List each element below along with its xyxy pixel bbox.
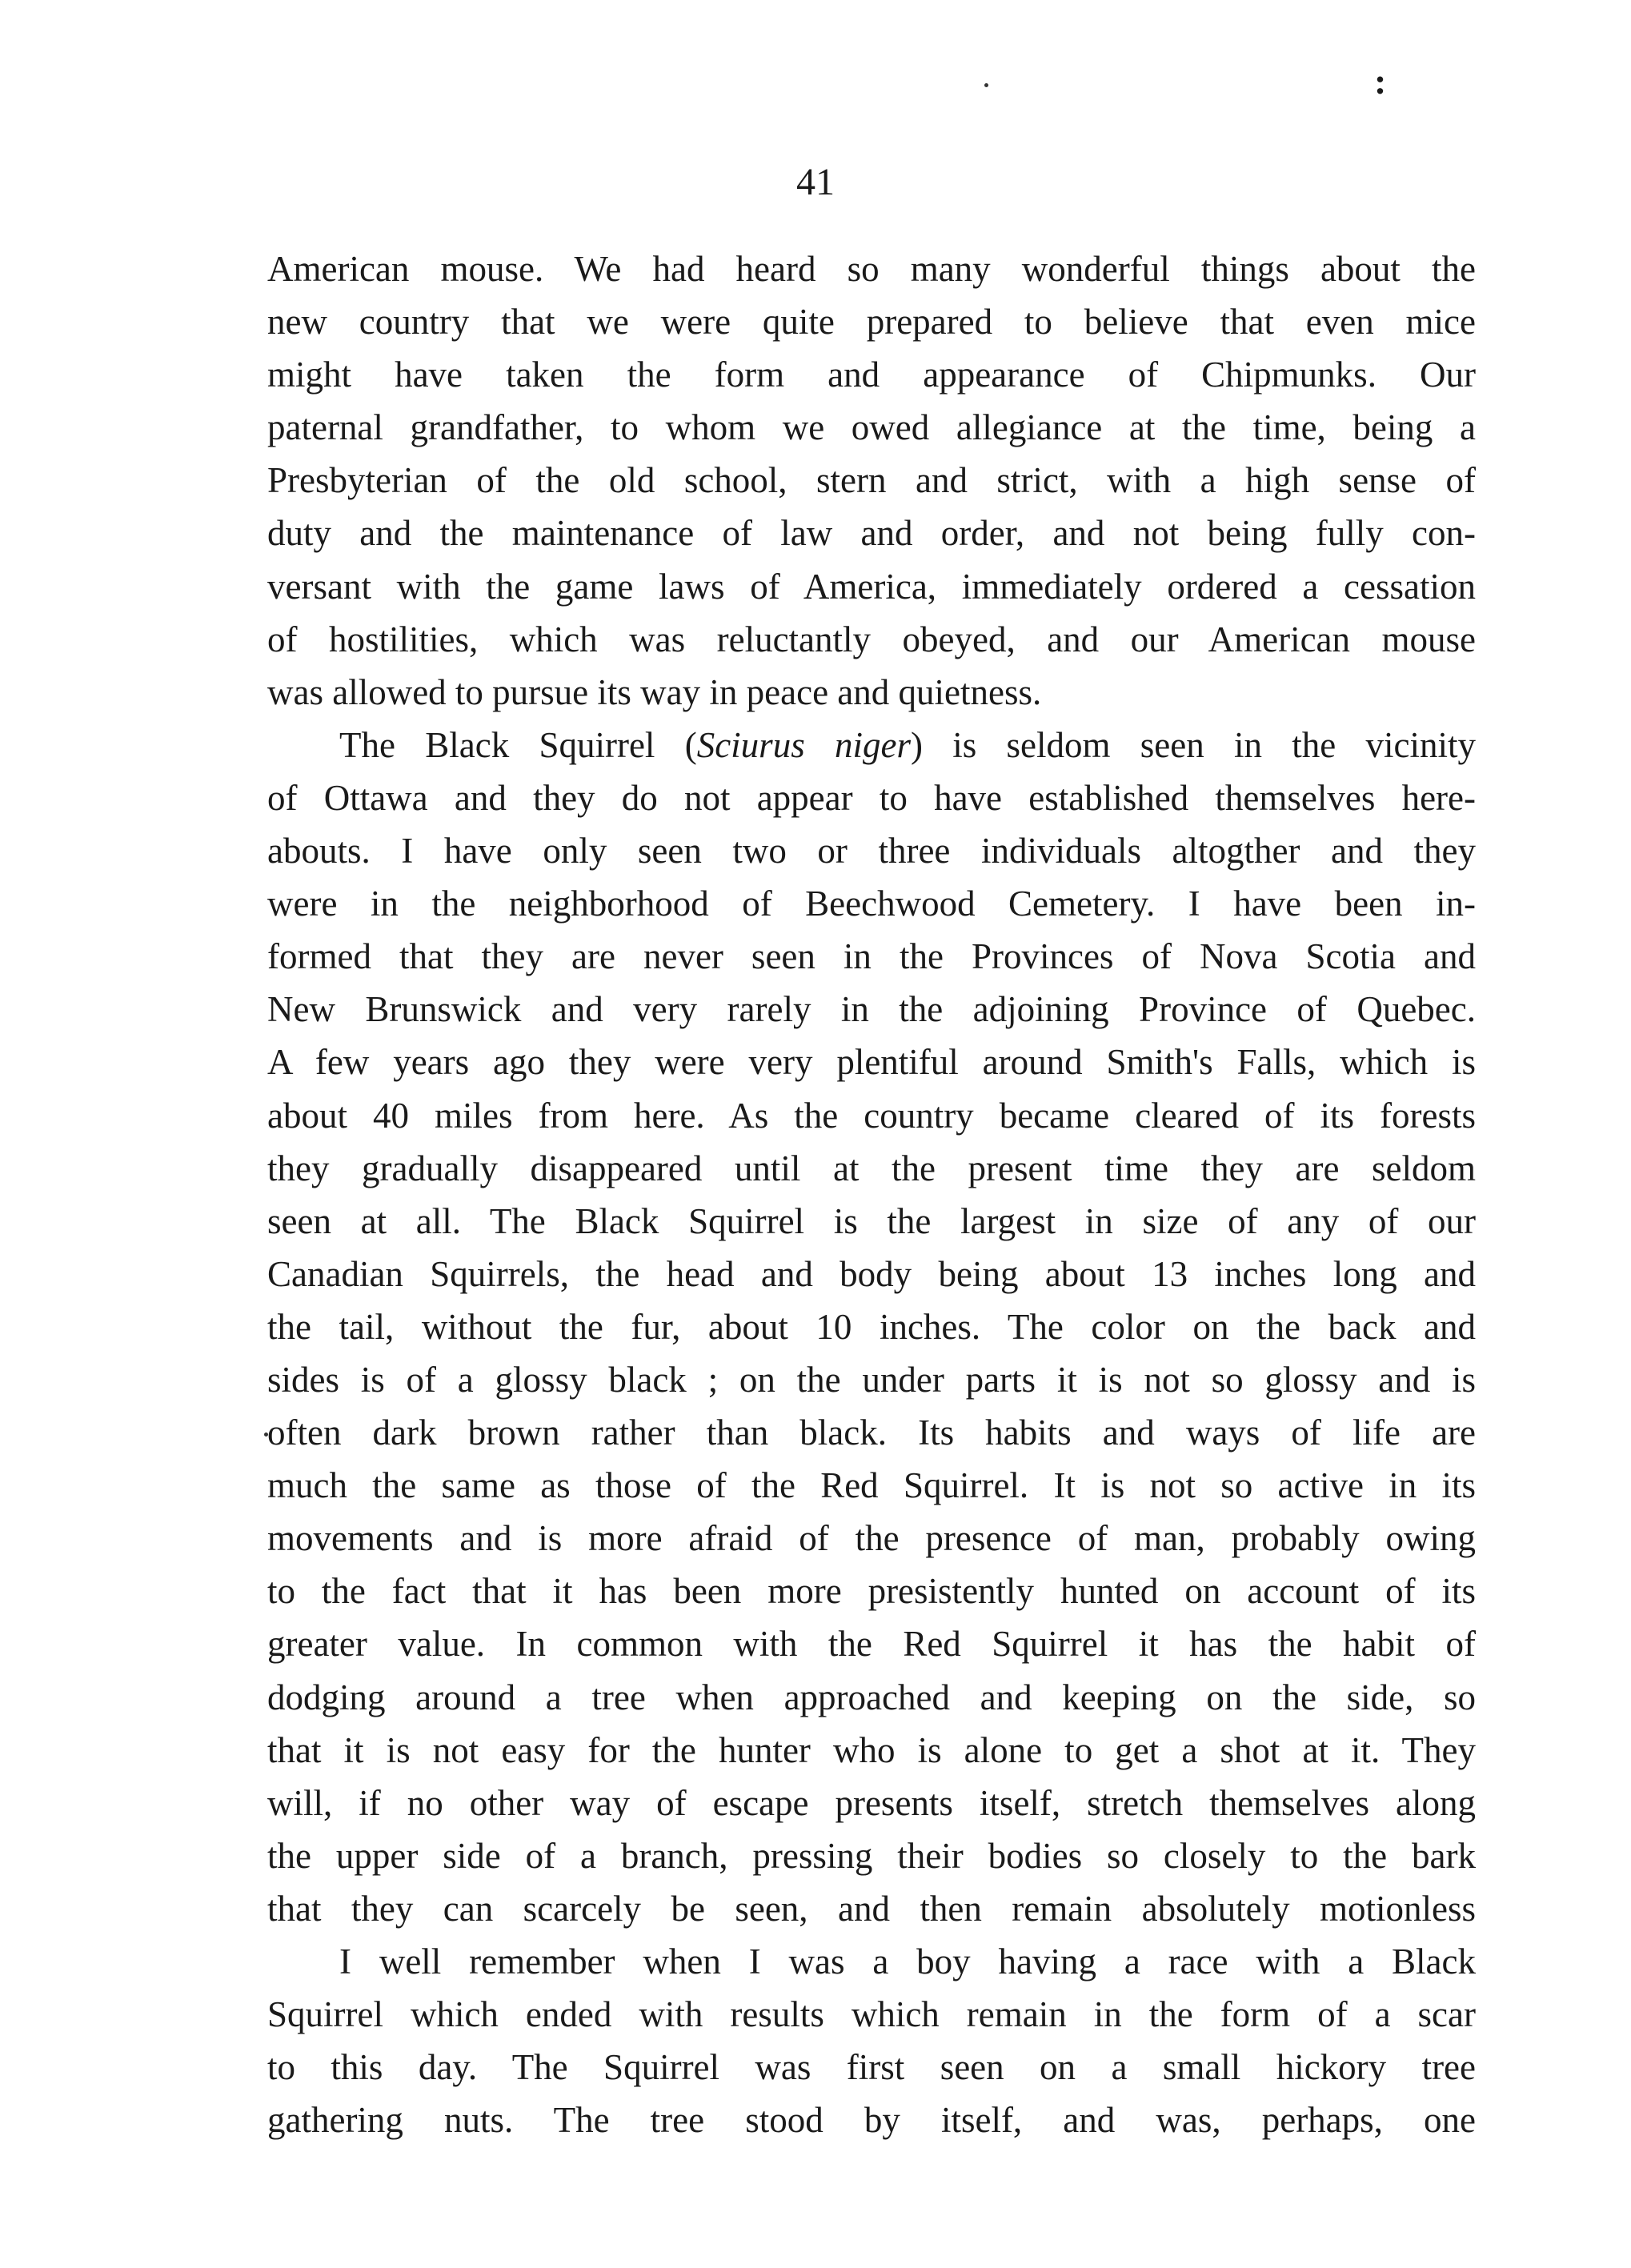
text-line: sides is of a glossy black ; on the under parts it is not so glossy and is [267, 1359, 1476, 1400]
body-text [267, 242, 1476, 2146]
text-line: will, if no other way of escape presents itself, stretch themselves along [267, 1782, 1476, 1823]
scientific-name: Sciurus niger [696, 724, 911, 765]
text-line: that it is not easy for the hunter who is alone to get a shot at it. They [267, 1729, 1476, 1770]
text-line: New Brunswick and very rarely in the adjoining Province of Quebec. [267, 989, 1476, 1030]
text-line: I well remember when I was a boy having a race with a Black [339, 1941, 1476, 1981]
paragraph [267, 719, 1476, 1935]
text-run: ) is seldom seen in the vicinity [910, 724, 1476, 765]
text-line [267, 719, 1476, 771]
text-run: The Black Squirrel ( [339, 724, 697, 765]
text-line: Canadian Squirrels, the head and body being about 13 inches long and [267, 1253, 1476, 1294]
text-line: paternal grandfather, to whom we owed allegiance at the time, being a [267, 407, 1476, 448]
text-line: of hostilities, which was reluctantly obeyed, and our American mouse [267, 619, 1476, 659]
text-line: that they can scarcely be seen, and then remain absolutely motionless [267, 1888, 1476, 1929]
text-line: movements and is more afraid of the presence of man, probably owing [267, 1518, 1476, 1559]
text-line: of Ottawa and they do not appear to have established themselves here- [267, 777, 1476, 818]
text-line: the tail, without the fur, about 10 inches. The color on the back and [267, 1306, 1476, 1347]
text-line: were in the neighborhood of Beechwood Cemetery. I have been in- [267, 884, 1476, 924]
page-number: 41 [796, 161, 835, 203]
text-line: to this day. The Squirrel was first seen on a small hickory tree [267, 2047, 1476, 2088]
text-line: to the fact that it has been more presistently hunted on account of its [267, 1571, 1476, 1612]
text-line: was allowed to pursue its way in peace and quietness. [267, 671, 1042, 712]
text-line: much the same as those of the Red Squirrel. It is not so active in its [267, 1465, 1476, 1506]
text-line: formed that they are never seen in the Provinces of Nova Scotia and [267, 936, 1476, 977]
text-line: A few years ago they were very plentiful around Smith's Falls, which is [267, 1042, 1476, 1083]
text-line: abouts. I have only seen two or three individuals altogther and they [267, 831, 1476, 872]
text-line: new country that we were quite prepared to believe that even mice [267, 302, 1476, 343]
text-line: about 40 miles from here. As the country became cleared of its forests [267, 1095, 1476, 1136]
text-line: Squirrel which ended with results which remain in the form of a scar [267, 1994, 1476, 2035]
text-line: seen at all. The Black Squirrel is the largest in size of any of our [267, 1200, 1476, 1241]
paragraph [267, 1935, 1476, 2146]
text-line: versant with the game laws of America, immediately ordered a cessation [267, 566, 1476, 607]
text-line: duty and the maintenance of law and order, and not being fully con- [267, 513, 1476, 554]
text-line: often dark brown rather than black. Its habits and ways of life are [267, 1412, 1476, 1453]
text-line: dodging around a tree when approached and keeping on the side, so [267, 1677, 1476, 1717]
text-line: Presbyterian of the old school, stern and strict, with a high sense of [267, 460, 1476, 501]
corner-mark: : [1374, 61, 1387, 102]
print-speck [984, 83, 988, 87]
text-line: gathering nuts. The tree stood by itself, and was, perhaps, one [267, 2100, 1476, 2141]
text-line: they gradually disappeared until at the present time they are seldom [267, 1148, 1476, 1188]
text-line: greater value. In common with the Red Squirrel it has the habit of [267, 1624, 1476, 1665]
text-line: might have taken the form and appearance of Chipmunks. Our [267, 355, 1476, 395]
paragraph [267, 242, 1476, 719]
text-line: American mouse. We had heard so many wonderful things about the [267, 249, 1476, 289]
text-line: the upper side of a branch, pressing their bodies so closely to the bark [267, 1835, 1476, 1876]
